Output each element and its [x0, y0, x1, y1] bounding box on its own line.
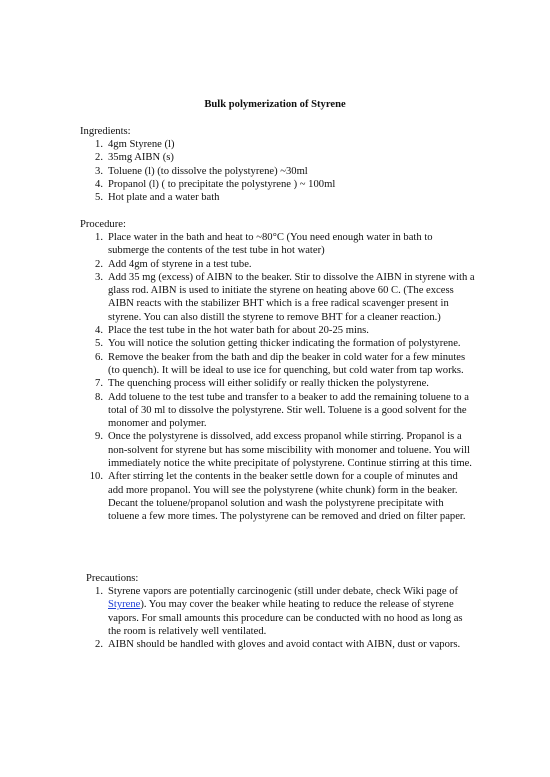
precaution-text-before-link: Styrene vapors are potentially carcinogenic (still under debate, check Wiki page of — [108, 586, 459, 597]
item-number: 7. — [95, 378, 103, 390]
item-text — [108, 585, 475, 638]
list-item — [80, 638, 475, 651]
list-item — [80, 430, 475, 470]
item-text: After stirring let the contents in the beaker settle down for a couple of minutes and add more propanol. You will see the polystyrene (white chunk) form in the beaker. Decant the toluene/propanol solution and wash the polystyrene precipitate with toluene a few more times. The polystyrene can be removed and dried on filter paper. — [108, 471, 466, 523]
ingredients-list — [80, 138, 475, 204]
item-number: 2. — [95, 258, 103, 270]
item-number: 4. — [95, 325, 103, 337]
item-text: Place the test tube in the hot water bath for about 20-25 mins. — [108, 325, 369, 337]
list-item — [80, 377, 475, 390]
item-number: 1. — [95, 586, 103, 597]
item-number: 5. — [95, 192, 103, 204]
list-item — [80, 391, 475, 431]
list-item — [80, 337, 475, 350]
item-number: 2. — [95, 639, 103, 651]
list-item — [80, 258, 475, 271]
ingredients-heading: Ingredients: — [80, 126, 131, 137]
list-item — [80, 231, 475, 258]
item-text: Propanol (l) ( to precipitate the polystyrene ) ~ 100ml — [108, 178, 336, 190]
item-text: 4gm Styrene (l) — [108, 139, 175, 150]
list-item — [80, 324, 475, 337]
document-title: Bulk polymerization of Styrene — [204, 99, 346, 110]
item-number: 9. — [95, 431, 103, 443]
list-item — [80, 138, 475, 151]
precaution-text-after-link: ). You may cover the beaker while heating to reduce the release of styrene vapors. For small amounts this procedure can be conducted with no hood as long as the room is relatively well ventilated. — [108, 599, 463, 637]
item-text: Hot plate and a water bath — [108, 192, 220, 204]
item-text: Add 4gm of styrene in a test tube. — [108, 258, 252, 270]
item-number: 10. — [89, 471, 103, 483]
item-number: 3. — [95, 271, 103, 283]
item-number: 1. — [95, 232, 103, 243]
item-text: Add toluene to the test tube and transfer to a beaker to add the remaining toluene to a total of 30 ml to dissolve the polystyrene. Stir well. Toluene is a good solvent for the monomer and polymer. — [108, 391, 469, 430]
list-item — [80, 351, 475, 378]
item-number: 6. — [95, 351, 103, 363]
item-text: You will notice the solution getting thicker indicating the formation of polystyrene. — [108, 338, 461, 350]
list-item — [80, 271, 475, 324]
list-item — [80, 151, 475, 164]
item-text: Add 35 mg (excess) of AIBN to the beaker. Stir to dissolve the AIBN in styrene with a glass rod. AIBN is used to initiate the styrene on heating above 60 C. (The excess AIBN reacts with the stabilizer BHT which is a free radical scavenger present in styrene. You can also distill the styrene to remove BHT for a cleaner reaction.) — [108, 271, 475, 323]
item-number: 2. — [95, 152, 103, 164]
item-text: 35mg AIBN (s) — [108, 152, 174, 164]
list-item — [80, 191, 475, 204]
item-text: Toluene (l) (to dissolve the polystyrene) ~30ml — [108, 165, 308, 177]
item-text: The quenching process will either solidify or really thicken the polystyrene. — [108, 378, 429, 390]
precautions-heading: Precautions: — [86, 573, 139, 584]
item-text: Remove the beaker from the bath and dip the beaker in cold water for a few minutes (to quench). It will be ideal to use ice for quenching, but cold water from tap works. — [108, 351, 466, 376]
item-text: Place water in the bath and heat to ~80°C (You need enough water in bath to submerge the contents of the test tube in hot water) — [108, 232, 433, 257]
procedure-list — [80, 231, 475, 524]
list-item — [80, 178, 475, 191]
item-number: 1. — [95, 139, 103, 150]
list-item — [80, 470, 475, 523]
item-number: 4. — [95, 178, 103, 190]
list-item — [80, 585, 475, 638]
item-text: AIBN should be handled with gloves and avoid contact with AIBN, dust or vapors. — [108, 639, 461, 651]
item-number: 3. — [95, 165, 103, 177]
precautions-list — [80, 585, 475, 651]
styrene-wiki-link[interactable]: Styrene — [108, 599, 141, 611]
item-number: 8. — [95, 391, 103, 403]
list-item — [80, 165, 475, 178]
item-text: Once the polystyrene is dissolved, add excess propanol while stirring. Propanol is a non-solvent for styrene but has some miscibility with monomer and toluene. You will immediately notice the white precipitate of polystyrene. Continue stirring at this time. — [108, 431, 472, 470]
procedure-heading: Procedure: — [80, 219, 126, 230]
item-number: 5. — [95, 338, 103, 350]
